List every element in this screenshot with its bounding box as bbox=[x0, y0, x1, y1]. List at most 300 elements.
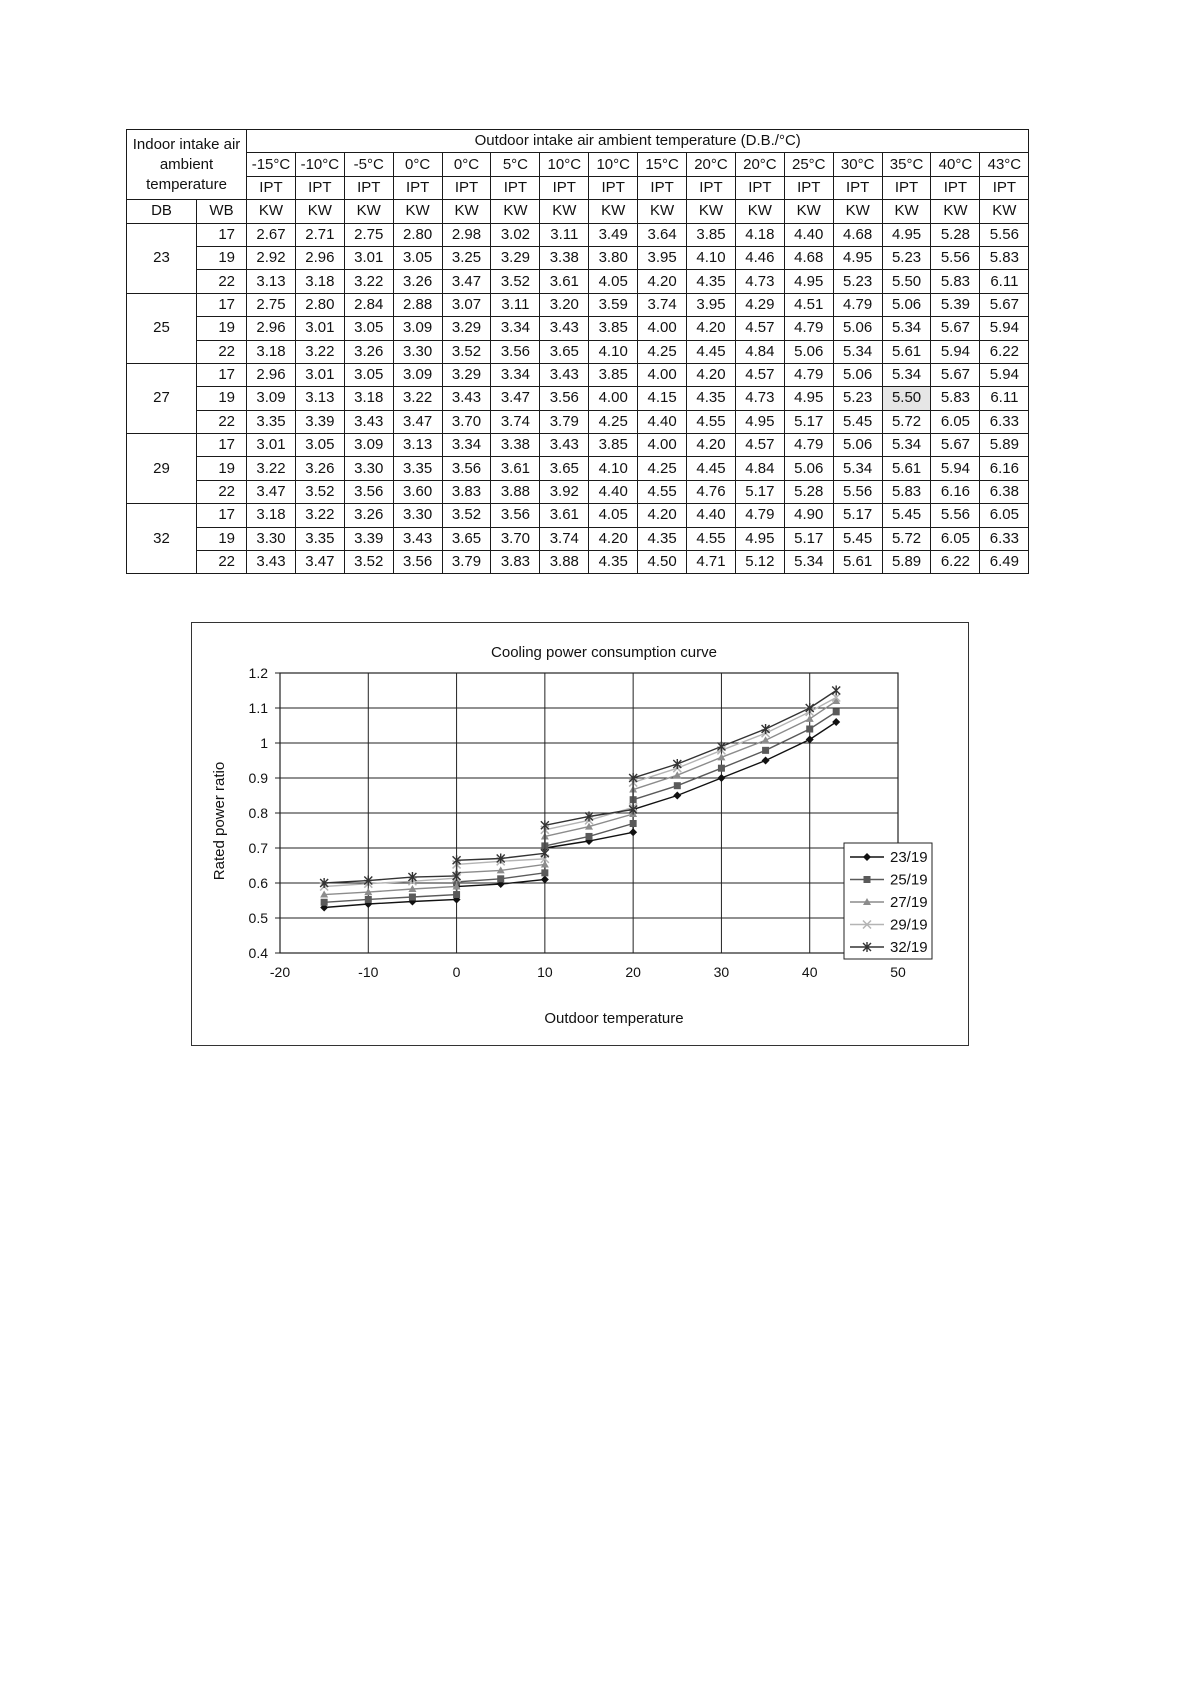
value-cell: 5.67 bbox=[931, 317, 980, 340]
value-cell: 3.22 bbox=[295, 340, 344, 363]
value-cell: 6.33 bbox=[980, 410, 1029, 433]
table-row bbox=[127, 317, 1029, 340]
value-cell: 3.47 bbox=[491, 387, 540, 410]
value-cell: 4.35 bbox=[687, 270, 736, 293]
value-cell: 3.22 bbox=[295, 504, 344, 527]
data-point bbox=[762, 736, 770, 743]
value-cell: 4.79 bbox=[833, 293, 882, 316]
y-axis-label: Rated power ratio bbox=[211, 761, 228, 881]
value-cell: 3.30 bbox=[344, 457, 393, 480]
value-cell: 5.06 bbox=[833, 434, 882, 457]
x-tick-label: 10 bbox=[537, 964, 553, 980]
ipt-header: IPT bbox=[833, 176, 882, 199]
value-cell: 5.83 bbox=[931, 270, 980, 293]
data-point bbox=[717, 774, 725, 782]
value-cell: 5.39 bbox=[931, 293, 980, 316]
x-tick-label: 0 bbox=[452, 964, 461, 980]
wb-cell: 22 bbox=[197, 410, 247, 433]
ipt-header: IPT bbox=[247, 176, 296, 199]
data-point bbox=[806, 726, 813, 733]
value-cell: 3.05 bbox=[295, 434, 344, 457]
value-cell: 4.35 bbox=[687, 387, 736, 410]
value-cell: 5.23 bbox=[833, 270, 882, 293]
value-cell: 3.22 bbox=[393, 387, 442, 410]
value-cell: 3.85 bbox=[589, 434, 638, 457]
value-cell: 3.47 bbox=[442, 270, 491, 293]
series-line bbox=[324, 712, 836, 902]
value-cell: 4.00 bbox=[638, 434, 687, 457]
value-cell: 6.49 bbox=[980, 551, 1029, 574]
value-cell: 4.79 bbox=[735, 504, 784, 527]
wb-cell: 19 bbox=[197, 246, 247, 269]
value-cell: 5.45 bbox=[882, 504, 931, 527]
wb-cell: 22 bbox=[197, 480, 247, 503]
value-cell: 4.40 bbox=[589, 480, 638, 503]
value-cell: 4.25 bbox=[638, 457, 687, 480]
value-cell: 3.01 bbox=[295, 317, 344, 340]
value-cell: 5.56 bbox=[931, 504, 980, 527]
kw-header: KW bbox=[687, 200, 736, 223]
legend-label: 25/19 bbox=[890, 871, 928, 889]
value-cell: 5.94 bbox=[931, 340, 980, 363]
chart-series bbox=[320, 686, 840, 912]
value-cell: 3.01 bbox=[247, 434, 296, 457]
data-point bbox=[674, 782, 681, 789]
value-cell: 3.30 bbox=[393, 340, 442, 363]
value-cell: 2.92 bbox=[247, 246, 296, 269]
data-point bbox=[673, 792, 681, 800]
ipt-header: IPT bbox=[931, 176, 980, 199]
value-cell: 4.35 bbox=[638, 527, 687, 550]
outdoor-temp-header: 35°C bbox=[882, 153, 931, 176]
value-cell: 3.35 bbox=[393, 457, 442, 480]
value-cell: 4.95 bbox=[833, 246, 882, 269]
value-cell: 3.43 bbox=[540, 434, 589, 457]
data-point bbox=[832, 686, 840, 696]
value-cell: 3.26 bbox=[344, 340, 393, 363]
value-cell: 3.88 bbox=[540, 551, 589, 574]
table-header-row bbox=[127, 153, 1029, 176]
value-cell: 4.20 bbox=[638, 270, 687, 293]
value-cell: 3.65 bbox=[540, 340, 589, 363]
value-cell: 4.05 bbox=[589, 270, 638, 293]
value-cell: 2.80 bbox=[393, 223, 442, 246]
db-cell: 25 bbox=[127, 293, 197, 363]
value-cell: 5.83 bbox=[980, 246, 1029, 269]
value-cell: 6.22 bbox=[931, 551, 980, 574]
value-cell: 4.25 bbox=[638, 340, 687, 363]
legend-label: 27/19 bbox=[890, 894, 928, 911]
table-row bbox=[127, 363, 1029, 386]
value-cell: 4.95 bbox=[882, 223, 931, 246]
value-cell: 3.35 bbox=[295, 527, 344, 550]
value-cell: 6.11 bbox=[980, 270, 1029, 293]
value-cell: 3.09 bbox=[393, 317, 442, 340]
value-cell: 4.76 bbox=[687, 480, 736, 503]
chart-legend bbox=[844, 843, 932, 959]
wb-header: WB bbox=[197, 200, 247, 223]
x-tick-label: -10 bbox=[358, 964, 379, 980]
value-cell: 4.10 bbox=[589, 340, 638, 363]
value-cell: 3.09 bbox=[247, 387, 296, 410]
data-point bbox=[762, 757, 770, 765]
value-cell: 6.16 bbox=[931, 480, 980, 503]
data-point bbox=[762, 724, 770, 734]
value-cell: 5.72 bbox=[882, 527, 931, 550]
value-cell: 3.34 bbox=[491, 363, 540, 386]
value-cell: 3.56 bbox=[491, 340, 540, 363]
table-row bbox=[127, 410, 1029, 433]
value-cell: 3.60 bbox=[393, 480, 442, 503]
value-cell: 3.34 bbox=[491, 317, 540, 340]
value-cell: 4.35 bbox=[589, 551, 638, 574]
data-point bbox=[541, 876, 549, 884]
value-cell: 3.05 bbox=[344, 363, 393, 386]
value-cell: 5.72 bbox=[882, 410, 931, 433]
value-cell: 4.10 bbox=[687, 246, 736, 269]
outdoor-temp-header: -5°C bbox=[344, 153, 393, 176]
value-cell: 3.13 bbox=[393, 434, 442, 457]
cooling-power-chart bbox=[191, 622, 969, 1046]
value-cell: 3.52 bbox=[442, 340, 491, 363]
wb-cell: 22 bbox=[197, 270, 247, 293]
y-tick-label: 0.7 bbox=[248, 840, 268, 856]
kw-header: KW bbox=[784, 200, 833, 223]
value-cell: 3.01 bbox=[295, 363, 344, 386]
value-cell: 4.95 bbox=[784, 387, 833, 410]
value-cell: 4.10 bbox=[589, 457, 638, 480]
value-cell: 3.43 bbox=[344, 410, 393, 433]
legend-label: 23/19 bbox=[890, 849, 928, 866]
value-cell: 4.79 bbox=[784, 363, 833, 386]
value-cell: 4.40 bbox=[687, 504, 736, 527]
value-cell: 2.96 bbox=[247, 317, 296, 340]
value-cell: 3.29 bbox=[491, 246, 540, 269]
value-cell: 2.84 bbox=[344, 293, 393, 316]
value-cell: 5.23 bbox=[882, 246, 931, 269]
table-body bbox=[127, 130, 1029, 574]
value-cell: 3.95 bbox=[687, 293, 736, 316]
wb-cell: 19 bbox=[197, 317, 247, 340]
value-cell: 3.39 bbox=[344, 527, 393, 550]
legend-label: 29/19 bbox=[890, 916, 928, 934]
value-cell: 4.55 bbox=[638, 480, 687, 503]
value-cell: 5.34 bbox=[882, 434, 931, 457]
wb-cell: 17 bbox=[197, 223, 247, 246]
value-cell: 5.67 bbox=[931, 434, 980, 457]
value-cell: 5.56 bbox=[980, 223, 1029, 246]
value-cell: 3.38 bbox=[540, 246, 589, 269]
ipt-header: IPT bbox=[589, 176, 638, 199]
value-cell: 2.71 bbox=[295, 223, 344, 246]
value-cell: 3.56 bbox=[540, 387, 589, 410]
x-tick-label: 40 bbox=[801, 964, 818, 980]
ipt-header: IPT bbox=[295, 176, 344, 199]
value-cell: 5.17 bbox=[784, 410, 833, 433]
value-cell: 6.16 bbox=[980, 457, 1029, 480]
outdoor-temp-header: 20°C bbox=[687, 153, 736, 176]
value-cell: 5.34 bbox=[882, 317, 931, 340]
kw-header: KW bbox=[393, 200, 442, 223]
kw-header: KW bbox=[247, 200, 296, 223]
db-header: DB bbox=[127, 200, 197, 223]
value-cell: 5.50 bbox=[882, 270, 931, 293]
outdoor-header-cell: Outdoor intake air ambient temperature (D.B./°C) bbox=[247, 130, 1029, 153]
value-cell: 4.50 bbox=[638, 551, 687, 574]
wb-cell: 19 bbox=[197, 457, 247, 480]
ipt-header: IPT bbox=[393, 176, 442, 199]
value-cell: 4.55 bbox=[687, 410, 736, 433]
kw-header: KW bbox=[491, 200, 540, 223]
performance-table bbox=[126, 129, 1029, 574]
chart-canvas bbox=[192, 623, 968, 1045]
kw-header: KW bbox=[295, 200, 344, 223]
series-32-19 bbox=[320, 686, 840, 889]
kw-header: KW bbox=[540, 200, 589, 223]
value-cell: 3.61 bbox=[491, 457, 540, 480]
ipt-header: IPT bbox=[687, 176, 736, 199]
ipt-header: IPT bbox=[980, 176, 1029, 199]
data-point bbox=[762, 747, 769, 754]
series-25-19 bbox=[321, 708, 840, 905]
value-cell: 3.74 bbox=[540, 527, 589, 550]
value-cell: 2.80 bbox=[295, 293, 344, 316]
data-point bbox=[629, 828, 637, 836]
value-cell: 3.13 bbox=[295, 387, 344, 410]
data-point bbox=[806, 736, 814, 744]
value-cell: 5.56 bbox=[931, 246, 980, 269]
table-row bbox=[127, 457, 1029, 480]
series-line bbox=[324, 698, 836, 887]
x-tick-label: -20 bbox=[269, 964, 291, 980]
value-cell: 4.57 bbox=[735, 434, 784, 457]
value-cell: 4.57 bbox=[735, 363, 784, 386]
value-cell: 3.56 bbox=[344, 480, 393, 503]
value-cell: 5.34 bbox=[833, 457, 882, 480]
value-cell: 3.11 bbox=[491, 293, 540, 316]
value-cell: 3.39 bbox=[295, 410, 344, 433]
value-cell: 3.34 bbox=[442, 434, 491, 457]
kw-header: KW bbox=[931, 200, 980, 223]
value-cell: 4.20 bbox=[589, 527, 638, 550]
value-cell: 3.52 bbox=[491, 270, 540, 293]
ipt-header: IPT bbox=[344, 176, 393, 199]
outdoor-temp-header: 5°C bbox=[491, 153, 540, 176]
value-cell: 3.56 bbox=[442, 457, 491, 480]
kw-header: KW bbox=[980, 200, 1029, 223]
value-cell: 3.59 bbox=[589, 293, 638, 316]
value-cell: 4.84 bbox=[735, 340, 784, 363]
value-cell: 5.06 bbox=[833, 363, 882, 386]
value-cell: 3.11 bbox=[540, 223, 589, 246]
value-cell: 4.90 bbox=[784, 504, 833, 527]
value-cell: 3.35 bbox=[247, 410, 296, 433]
value-cell: 5.17 bbox=[735, 480, 784, 503]
value-cell: 3.74 bbox=[491, 410, 540, 433]
value-cell: 3.01 bbox=[344, 246, 393, 269]
value-cell: 5.17 bbox=[833, 504, 882, 527]
value-cell: 4.00 bbox=[638, 317, 687, 340]
ipt-header: IPT bbox=[784, 176, 833, 199]
value-cell: 4.40 bbox=[638, 410, 687, 433]
wb-cell: 17 bbox=[197, 363, 247, 386]
value-cell: 5.94 bbox=[980, 363, 1029, 386]
value-cell: 5.06 bbox=[833, 317, 882, 340]
x-axis-label: Outdoor temperature bbox=[544, 1010, 684, 1027]
data-point bbox=[541, 869, 548, 876]
value-cell: 3.13 bbox=[247, 270, 296, 293]
table-row bbox=[127, 223, 1029, 246]
value-cell: 3.85 bbox=[589, 317, 638, 340]
value-cell: 5.34 bbox=[833, 340, 882, 363]
value-cell: 4.29 bbox=[735, 293, 784, 316]
data-point bbox=[673, 759, 681, 769]
value-cell: 3.64 bbox=[638, 223, 687, 246]
value-cell: 6.11 bbox=[980, 387, 1029, 410]
value-cell: 3.56 bbox=[393, 551, 442, 574]
data-point bbox=[453, 891, 460, 898]
wb-cell: 17 bbox=[197, 434, 247, 457]
ipt-header: IPT bbox=[540, 176, 589, 199]
table-header-row bbox=[127, 176, 1029, 199]
value-cell: 4.95 bbox=[735, 410, 784, 433]
outdoor-temp-header: 10°C bbox=[589, 153, 638, 176]
kw-header: KW bbox=[882, 200, 931, 223]
value-cell: 4.95 bbox=[735, 527, 784, 550]
value-cell: 3.85 bbox=[687, 223, 736, 246]
chart-title: Cooling power consumption curve bbox=[491, 644, 717, 661]
value-cell: 4.00 bbox=[638, 363, 687, 386]
value-cell: 4.51 bbox=[784, 293, 833, 316]
ipt-header: IPT bbox=[638, 176, 687, 199]
value-cell: 5.45 bbox=[833, 527, 882, 550]
value-cell: 5.61 bbox=[882, 340, 931, 363]
y-tick-label: 0.5 bbox=[248, 910, 268, 926]
value-cell: 4.57 bbox=[735, 317, 784, 340]
table-row bbox=[127, 387, 1029, 410]
value-cell: 3.43 bbox=[247, 551, 296, 574]
value-cell: 6.33 bbox=[980, 527, 1029, 550]
value-cell: 3.65 bbox=[442, 527, 491, 550]
value-cell: 3.30 bbox=[247, 527, 296, 550]
value-cell: 4.20 bbox=[687, 363, 736, 386]
value-cell: 3.61 bbox=[540, 504, 589, 527]
value-cell: 4.73 bbox=[735, 387, 784, 410]
wb-cell: 19 bbox=[197, 527, 247, 550]
value-cell: 5.17 bbox=[784, 527, 833, 550]
db-cell: 27 bbox=[127, 363, 197, 433]
value-cell: 3.47 bbox=[247, 480, 296, 503]
value-cell: 5.12 bbox=[735, 551, 784, 574]
value-cell: 2.75 bbox=[344, 223, 393, 246]
value-cell: 4.25 bbox=[589, 410, 638, 433]
value-cell: 6.38 bbox=[980, 480, 1029, 503]
series-29-19 bbox=[320, 694, 840, 891]
ipt-header: IPT bbox=[882, 176, 931, 199]
value-cell: 3.22 bbox=[344, 270, 393, 293]
table-row bbox=[127, 551, 1029, 574]
value-cell: 3.20 bbox=[540, 293, 589, 316]
table-row bbox=[127, 246, 1029, 269]
value-cell: 3.56 bbox=[491, 504, 540, 527]
table-header-row bbox=[127, 130, 1029, 153]
kw-header: KW bbox=[833, 200, 882, 223]
value-cell: 5.94 bbox=[931, 457, 980, 480]
outdoor-temp-header: 30°C bbox=[833, 153, 882, 176]
value-cell: 3.18 bbox=[295, 270, 344, 293]
table-row bbox=[127, 270, 1029, 293]
y-tick-label: 0.9 bbox=[248, 770, 268, 786]
series-line bbox=[324, 722, 836, 908]
value-cell: 6.05 bbox=[931, 527, 980, 550]
data-point bbox=[630, 820, 637, 827]
value-cell: 3.18 bbox=[247, 340, 296, 363]
value-cell: 5.67 bbox=[980, 293, 1029, 316]
table-row bbox=[127, 504, 1029, 527]
value-cell: 5.67 bbox=[931, 363, 980, 386]
value-cell: 4.20 bbox=[638, 504, 687, 527]
value-cell: 5.28 bbox=[931, 223, 980, 246]
value-cell: 3.09 bbox=[393, 363, 442, 386]
value-cell: 3.65 bbox=[540, 457, 589, 480]
outdoor-temp-header: 40°C bbox=[931, 153, 980, 176]
x-tick-label: 50 bbox=[890, 964, 906, 980]
value-cell: 4.40 bbox=[784, 223, 833, 246]
value-cell: 3.92 bbox=[540, 480, 589, 503]
value-cell: 4.20 bbox=[687, 317, 736, 340]
data-point bbox=[586, 833, 593, 840]
value-cell: 3.25 bbox=[442, 246, 491, 269]
value-cell: 2.98 bbox=[442, 223, 491, 246]
wb-cell: 17 bbox=[197, 293, 247, 316]
value-cell: 4.18 bbox=[735, 223, 784, 246]
value-cell: 3.07 bbox=[442, 293, 491, 316]
kw-header: KW bbox=[442, 200, 491, 223]
value-cell: 3.49 bbox=[589, 223, 638, 246]
value-cell: 3.47 bbox=[393, 410, 442, 433]
indoor-header-cell: Indoor intake air ambient temperature bbox=[127, 130, 247, 200]
series-line bbox=[324, 691, 836, 884]
value-cell: 4.55 bbox=[687, 527, 736, 550]
table-header-row bbox=[127, 200, 1029, 223]
value-cell: 5.34 bbox=[882, 363, 931, 386]
ipt-header: IPT bbox=[735, 176, 784, 199]
value-cell: 3.79 bbox=[442, 551, 491, 574]
value-cell: 3.30 bbox=[393, 504, 442, 527]
value-cell: 5.50 bbox=[882, 387, 931, 410]
value-cell: 4.95 bbox=[784, 270, 833, 293]
value-cell: 3.83 bbox=[491, 551, 540, 574]
table-row bbox=[127, 434, 1029, 457]
value-cell: 2.96 bbox=[295, 246, 344, 269]
value-cell: 3.43 bbox=[540, 317, 589, 340]
x-tick-label: 20 bbox=[625, 964, 641, 980]
value-cell: 3.26 bbox=[393, 270, 442, 293]
y-tick-label: 1 bbox=[260, 735, 268, 751]
value-cell: 3.29 bbox=[442, 317, 491, 340]
value-cell: 5.28 bbox=[784, 480, 833, 503]
value-cell: 4.71 bbox=[687, 551, 736, 574]
legend-label: 32/19 bbox=[890, 939, 928, 956]
data-point bbox=[718, 765, 725, 772]
value-cell: 3.26 bbox=[295, 457, 344, 480]
value-cell: 3.26 bbox=[344, 504, 393, 527]
value-cell: 6.05 bbox=[931, 410, 980, 433]
value-cell: 5.06 bbox=[784, 340, 833, 363]
kw-header: KW bbox=[344, 200, 393, 223]
table-row bbox=[127, 293, 1029, 316]
value-cell: 5.23 bbox=[833, 387, 882, 410]
